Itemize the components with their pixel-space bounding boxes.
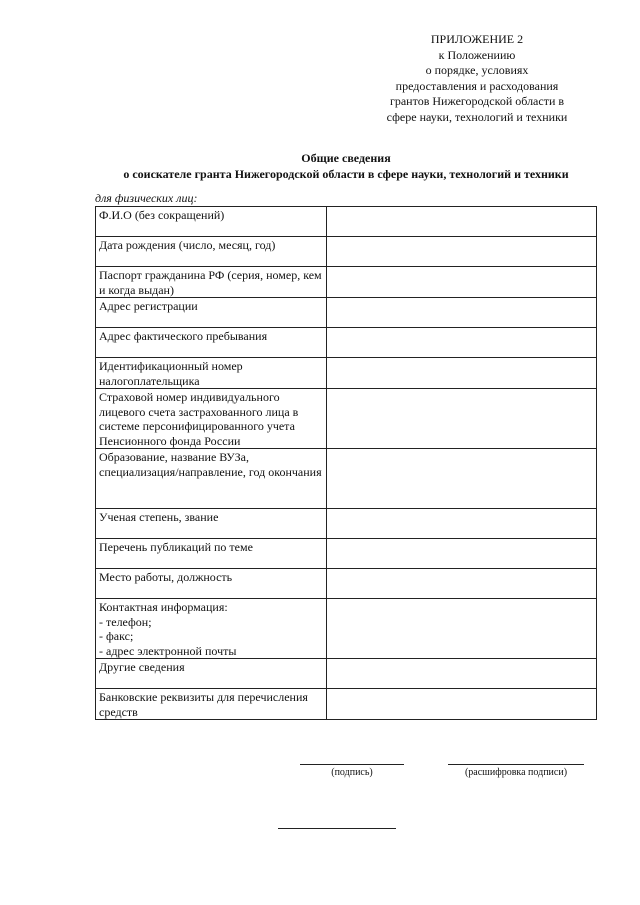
form-row xyxy=(96,569,597,599)
appendix-line: ПРИЛОЖЕНИЕ 2 xyxy=(430,32,524,46)
appendix-line: о порядке, условиях xyxy=(425,63,529,77)
document-heading xyxy=(92,150,600,182)
heading-title: Общие сведения xyxy=(301,151,391,165)
form-row xyxy=(96,328,597,358)
field-value-cell[interactable] xyxy=(327,389,597,449)
signature-decode-field xyxy=(448,764,584,778)
field-label: Контактная информация: - телефон; - факс; - адрес электронной почты xyxy=(96,599,327,659)
field-label: Место работы, должность xyxy=(96,569,327,599)
signature-caption: (подпись) xyxy=(300,764,404,778)
field-label: Перечень публикаций по теме xyxy=(96,539,327,569)
field-value-cell[interactable] xyxy=(327,539,597,569)
field-label: Образование, название ВУЗа, специализация/направление, год окончания xyxy=(96,449,327,509)
form-row xyxy=(96,207,597,237)
form-row xyxy=(96,237,597,267)
field-label: Адрес регистрации xyxy=(96,298,327,328)
section-label: для физических лиц: xyxy=(95,191,198,205)
form-row xyxy=(96,599,597,659)
form-row xyxy=(96,509,597,539)
field-label: Другие сведения xyxy=(96,659,327,689)
field-label: Паспорт гражданина РФ (серия, номер, кем и когда выдан) xyxy=(96,267,327,298)
appendix-block xyxy=(362,32,592,125)
form-row xyxy=(96,539,597,569)
signature-field xyxy=(300,764,404,778)
field-label: Страховой номер индивидуального лицевого счета застрахованного лица в системе персонифицированного учета Пенсионного фонда России xyxy=(96,389,327,449)
field-value-cell[interactable] xyxy=(327,298,597,328)
field-label: Банковские реквизиты для перечисления средств xyxy=(96,689,327,720)
field-value-cell[interactable] xyxy=(327,237,597,267)
form-row xyxy=(96,358,597,389)
form-row xyxy=(96,267,597,298)
appendix-line: предоставления и расходования xyxy=(395,78,559,93)
date-line xyxy=(278,828,396,829)
field-value-cell[interactable] xyxy=(327,689,597,720)
field-value-cell[interactable] xyxy=(327,449,597,509)
field-label: Идентификационный номер налогоплательщика xyxy=(96,358,327,389)
form-row xyxy=(96,689,597,720)
heading-subtitle: о соискателе гранта Нижегородской области в сфере науки, технологий и техники xyxy=(123,167,569,181)
field-value-cell[interactable] xyxy=(327,267,597,298)
field-value-cell[interactable] xyxy=(327,358,597,389)
form-row xyxy=(96,298,597,328)
field-value-cell[interactable] xyxy=(327,599,597,659)
appendix-line: к Положениию xyxy=(438,47,516,62)
field-label: Ученая степень, звание xyxy=(96,509,327,539)
field-value-cell[interactable] xyxy=(327,207,597,237)
applicant-info-table xyxy=(95,206,597,720)
appendix-line: грантов Нижегородской области в xyxy=(389,94,565,108)
appendix-line: сфере науки, технологий и техники xyxy=(386,109,568,124)
form-row xyxy=(96,449,597,509)
form-row xyxy=(96,659,597,689)
field-value-cell[interactable] xyxy=(327,328,597,358)
field-value-cell[interactable] xyxy=(327,659,597,689)
signature-decode-caption: (расшифровка подписи) xyxy=(448,764,584,778)
field-value-cell[interactable] xyxy=(327,569,597,599)
form-row xyxy=(96,389,597,449)
field-value-cell[interactable] xyxy=(327,509,597,539)
field-label: Адрес фактического пребывания xyxy=(96,328,327,358)
field-label: Ф.И.О (без сокращений) xyxy=(96,207,327,237)
field-label: Дата рождения (число, месяц, год) xyxy=(96,237,327,267)
